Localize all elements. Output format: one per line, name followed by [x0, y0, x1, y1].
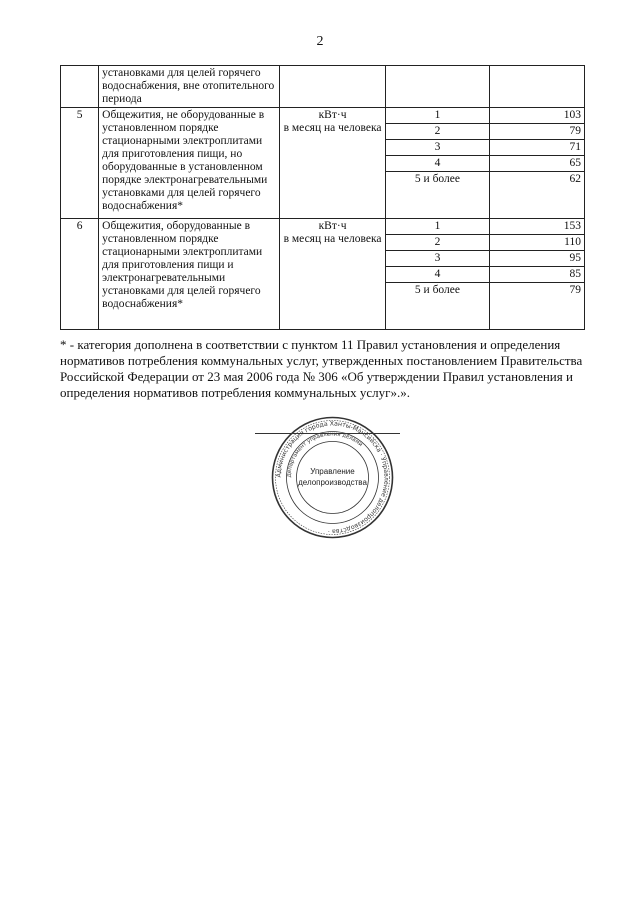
- norms-table: [60, 65, 585, 330]
- people-count: 3: [385, 251, 490, 267]
- stamp-center-line1: Управление: [310, 467, 355, 476]
- norm-value: 71: [490, 140, 585, 156]
- unit-period: в месяц на человека: [283, 122, 382, 134]
- category-text: Общежития, не оборудованные в установленном порядке стационарными электроплитами для приготовления пищи, но оборудованные в установленном порядке электронагревательными установками для целей горячего водоснабжения*: [99, 108, 280, 219]
- value-cell: [490, 66, 585, 108]
- norm-value: 95: [490, 251, 585, 267]
- norm-value: 79: [490, 283, 585, 330]
- row-number: 5: [61, 108, 99, 219]
- unit-label: кВт·ч: [318, 220, 347, 232]
- stamp-center-line2: делопроизводства: [298, 478, 367, 487]
- table-row: [61, 219, 585, 235]
- table-row: [61, 108, 585, 124]
- official-stamp: [270, 415, 395, 540]
- people-count: 1: [385, 108, 490, 124]
- unit-period: в месяц на человека: [283, 233, 382, 245]
- norm-value: 62: [490, 172, 585, 219]
- people-count: 2: [385, 124, 490, 140]
- category-text: установками для целей горячего водоснабжения, вне отопительного периода: [99, 66, 280, 108]
- unit-cell: [280, 219, 385, 330]
- people-count: 5 и более: [385, 283, 490, 330]
- people-count: 1: [385, 219, 490, 235]
- people-count: 5 и более: [385, 172, 490, 219]
- footnote: * - категория дополнена в соответствии с пунктом 11 Правил установления и определения нормативов потребления коммунальных услуг, утвержденных постановлением Правительства Российской Федерации от 23 мая 2006 года № 306 «Об утверждении Правил установления и определения нормативов потребления коммунальных услуг».».: [60, 337, 583, 400]
- norm-value: 110: [490, 235, 585, 251]
- people-count: 3: [385, 140, 490, 156]
- page-number: 2: [316, 34, 324, 49]
- norm-value: 153: [490, 219, 585, 235]
- people-cell: [385, 66, 490, 108]
- people-count: 2: [385, 235, 490, 251]
- people-count: 4: [385, 156, 490, 172]
- unit-cell: [280, 108, 385, 219]
- unit-label: кВт·ч: [318, 109, 347, 121]
- table-row-continuation: [61, 66, 585, 108]
- stamp-outer-text: Администрация города Ханты-Мансийска · Управление делопроизводства ·: [275, 420, 390, 535]
- norm-value: 65: [490, 156, 585, 172]
- people-count: 4: [385, 267, 490, 283]
- norm-value: 103: [490, 108, 585, 124]
- category-text: Общежития, оборудованные в установленном порядке стационарными электроплитами для приготовления пищи и электронагревательными установками для целей горячего водоснабжения*: [99, 219, 280, 330]
- unit-cell: [280, 66, 385, 108]
- norm-value: 79: [490, 124, 585, 140]
- norm-value: 85: [490, 267, 585, 283]
- stamp-inner-text: Департамент управления делами: [286, 431, 364, 478]
- row-number: 6: [61, 219, 99, 330]
- row-number: [61, 66, 99, 108]
